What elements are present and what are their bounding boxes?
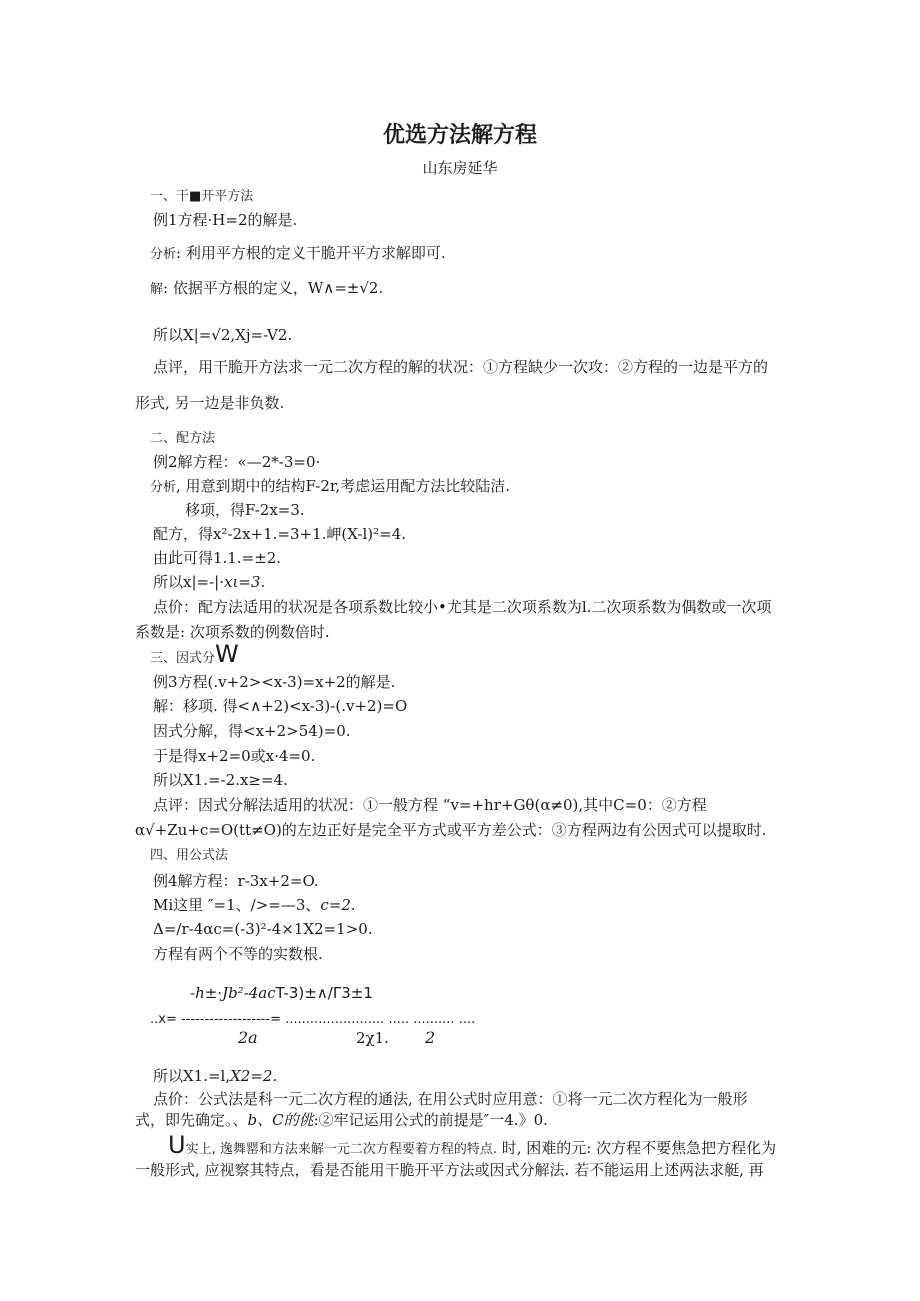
comment-tail: :②牢记运用公式的前提是″一4.》0. <box>313 1111 548 1129</box>
page-title: 优选方法解方程 <box>382 123 537 148</box>
section-2-step-3: 由此可得1.1.=±2. <box>153 549 282 567</box>
section-3-step-2: 因式分解，得<x+2>54)=0. <box>153 722 351 740</box>
section-2-heading: 二、配方法 <box>150 431 216 446</box>
formula-result-denominator: 2 <box>425 1028 436 1047</box>
solution-text: : 依据平方根的定义，W∧=±√2. <box>163 279 384 297</box>
section-2-analysis <box>150 476 510 498</box>
summary-line-2: 一般形式, 应视察其特点，看是否能用干脆开平方法或因式分解法. 若不能运用上述两法求艇, 再 <box>135 1161 764 1179</box>
section-1-analysis <box>150 243 446 265</box>
formula-denominator-value: 2χ1. <box>356 1029 389 1047</box>
summary-lead-text: 实上, 逸舞罂和方法来解一元二次方程要着方程的特点. <box>185 1142 497 1157</box>
section-3-step-4: 所以X1.=-2.x≥=4. <box>153 771 288 789</box>
heading-text: 三、因式分 <box>150 651 216 666</box>
section-4-example: 例4解方程：r-3x+2=O. <box>153 872 319 890</box>
section-4-heading: 四、用公式法 <box>150 848 229 863</box>
section-3-step-1: 解：移项. 得<∧+2)<x-3)-(.v+2)=O <box>153 697 408 715</box>
step-4-text: 所以x|=-| <box>153 573 220 591</box>
section-2-step-2: 配方，得x²-2x+1.=3+1.岬(X-l)²=4. <box>153 525 407 543</box>
section-2-step-1: 移项，得F-2x=3. <box>185 501 305 519</box>
formula-numerator-general: -h±·Jb²-4ac <box>190 984 276 1002</box>
section-3-step-3: 于是得x+2=0或x·4=0. <box>153 747 316 765</box>
section-2-comment-line-1: 点价：配方法适用的状况是各项系数比较小•尤其是二次项系数为l.二次项系数为偶数或一次项 <box>153 598 772 616</box>
section-3-example: 例3方程(.v+2><x-3)=x+2的解是. <box>153 673 396 691</box>
section-2-comment-line-2: 系数是: 次项系数的例数倍时. <box>135 623 330 641</box>
section-4-comment-line-2 <box>135 1110 548 1130</box>
section-4-comment-line-1: 点价：公式法是科一元二次方程的通法, 在用公式时应用意：①将一元二次方程化为一般形 <box>153 1090 748 1108</box>
section-2-step-4 <box>153 572 265 592</box>
summary-lead-letter: U <box>168 1131 186 1159</box>
heading-large-letter: W <box>215 640 239 668</box>
section-4-coefficients <box>153 895 356 915</box>
analysis-text: , 用意到期中的结构F-2r,考虑运用配方法比较陆洁. <box>176 477 510 495</box>
analysis-label: 分析 <box>150 247 177 262</box>
section-1-example: 例1方程·H=2的解是. <box>153 211 298 229</box>
section-4-discriminant: Δ=/r-4αc=(-3)²-4×1X2=1>0. <box>153 920 373 938</box>
section-3-comment-line-1: 点评：因式分解法适用的状况：①一般方程 “v=+hr+Gθ(α≠0),其中C=0：②方程 <box>153 796 707 814</box>
section-3-comment-line-2: α√+Zu+c=O(tt≠O)的左边正好是完全平方式或平方差公式：③方程两边有公因式可以提取时. <box>135 821 767 839</box>
result-text: 所以X1.=l, <box>153 1067 231 1085</box>
section-1-solution <box>150 278 383 300</box>
section-1-comment-line-1: 点评，用干脆开方法求一元二次方程的解的状况：①方程缺少一次攻：②方程的一边是平方的 <box>153 358 769 376</box>
section-1-result: 所以X|=√2,Xj=-V2. <box>153 326 293 344</box>
coefficients-text: Mi这里 ″=1、/>=—3、 <box>153 896 321 914</box>
comment-text: 式，即先确定。、 <box>135 1111 248 1129</box>
summary-line-1-rest: 时, 困难的元: 次方程不要焦急把方程化为 <box>496 1139 777 1157</box>
section-4-result <box>153 1066 277 1086</box>
formula-numerator <box>190 983 373 1003</box>
step-4-italic: ·xι=3. <box>219 573 266 591</box>
author: 山东房延华 <box>422 159 498 177</box>
analysis-label: 分析 <box>150 480 177 495</box>
formula-numerator-values: T-3)±∧/Γ3±1 <box>275 984 373 1002</box>
section-4-roots-note: 方程有两个不等的实数根. <box>153 945 323 963</box>
solution-label: 解 <box>150 282 164 297</box>
result-italic: X2=2. <box>230 1067 278 1085</box>
section-3-heading <box>150 640 239 669</box>
section-2-example: 例2解方程：«—2*-3=0· <box>153 453 321 471</box>
section-1-comment-line-2: 形式, 另一边是非负数. <box>135 394 285 412</box>
formula-fraction-line: ..x= -------------------= ........................ ..... .......... .... <box>150 1012 476 1027</box>
analysis-text: : 利用平方根的定义干脆开平方求解即可. <box>176 244 446 262</box>
formula-denominator-general: 2a <box>238 1028 258 1047</box>
comment-italic: b、C的佻 <box>247 1111 314 1129</box>
section-1-heading: 一、干■开平方法 <box>150 189 254 204</box>
coefficient-c: c=2. <box>320 896 356 914</box>
